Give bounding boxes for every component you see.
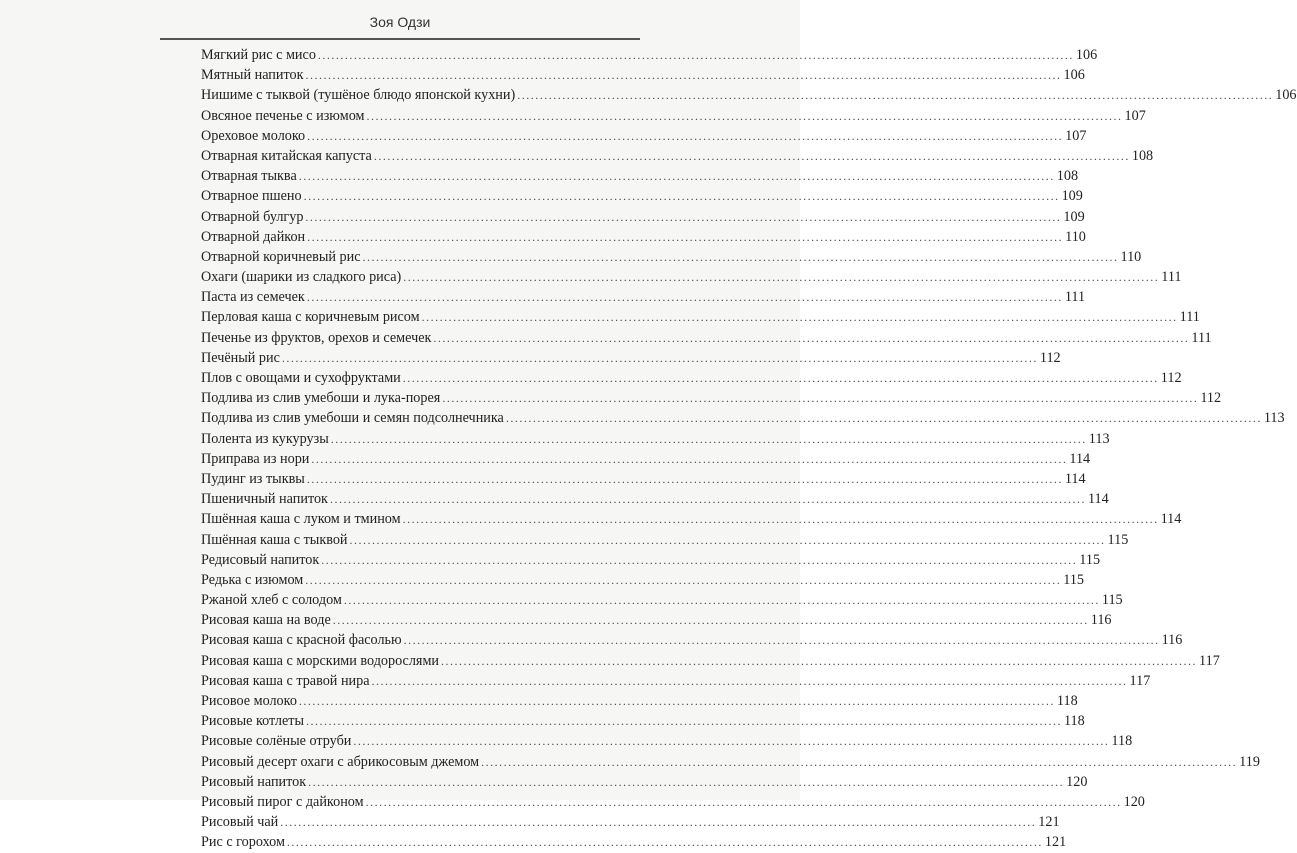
toc-entry-title: Рисовая каша на воде <box>201 612 331 629</box>
toc-entry <box>201 166 1079 186</box>
toc-entry-title: Рисовая каша с красной фасолью <box>201 632 402 649</box>
toc-entry <box>201 65 1085 85</box>
dot-leader <box>333 610 1089 630</box>
toc-entry <box>201 590 1123 610</box>
dot-leader <box>321 550 1077 570</box>
toc-entry-page: 112 <box>1160 370 1182 386</box>
dot-leader <box>363 247 1119 267</box>
dot-leader <box>517 85 1273 105</box>
dot-leader <box>306 711 1062 731</box>
dot-leader <box>344 590 1100 610</box>
toc-entry <box>201 186 1083 206</box>
toc-entry <box>201 368 1182 388</box>
toc-entry <box>201 307 1200 327</box>
toc-entry-title: Ореховое молоко <box>201 127 306 144</box>
toc-entry <box>201 630 1183 650</box>
toc-entry <box>201 671 1151 691</box>
running-header: Зоя Одзи <box>369 14 431 30</box>
toc-entry-page: 119 <box>1239 753 1260 770</box>
toc-entry <box>201 469 1086 489</box>
toc-entry-title: Мятный напиток <box>201 67 304 84</box>
toc-entry-title: Рисовый десерт охаги с абрикосовым джемом <box>201 753 480 770</box>
toc-entry <box>201 792 1145 812</box>
dot-leader <box>305 570 1061 590</box>
dot-leader <box>506 408 1262 428</box>
toc-entry-title: Рисовые солёные отруби <box>201 733 352 750</box>
dot-leader <box>306 65 1062 85</box>
dot-leader <box>308 772 1064 792</box>
toc-entry-title: Перловая каша с коричневым рисом <box>201 309 420 326</box>
dot-leader <box>287 832 1043 852</box>
dot-leader <box>374 146 1130 166</box>
toc-entry-title: Ржаной хлеб с солодом <box>201 592 342 609</box>
dot-leader <box>299 166 1055 186</box>
toc-entry-title: Печёный рис <box>201 349 280 366</box>
toc-entry-page: 115 <box>1063 571 1085 588</box>
toc-entry-title: Нишиме с тыквой (тушёное блюдо японской кухни) <box>201 87 516 104</box>
toc-entry-page: 114 <box>1160 511 1182 528</box>
toc-entry-page: 108 <box>1131 147 1154 164</box>
toc-entry <box>201 45 1098 65</box>
dot-leader <box>307 287 1063 307</box>
toc-entry <box>201 449 1091 469</box>
toc-entry-page: 106 <box>1063 67 1085 84</box>
toc-entry-page: 116 <box>1161 632 1183 649</box>
toc-entry <box>201 388 1222 408</box>
toc-entry-page: 106 <box>1075 47 1098 63</box>
toc-entry-title: Редисовый напиток <box>201 551 320 568</box>
toc-entry-title: Пшённая каша с луком и тмином <box>201 511 401 528</box>
toc-entry-title: Паста из семечек <box>201 289 305 306</box>
toc-entry <box>201 146 1154 166</box>
dot-leader <box>304 186 1060 206</box>
dot-leader <box>350 530 1106 550</box>
dot-leader <box>331 429 1087 449</box>
dot-leader <box>330 489 1086 509</box>
toc-entry-title: Плов с овощами и сухофруктами <box>201 370 401 386</box>
toc-entry-page: 107 <box>1124 107 1146 124</box>
toc-entry-page: 121 <box>1038 814 1060 831</box>
dot-leader <box>307 227 1063 247</box>
toc-entry-title: Охаги (шарики из сладкого риса) <box>201 269 402 286</box>
toc-entry-title: Печенье из фруктов, орехов и семечек <box>201 329 432 346</box>
toc-entry-title: Отварной булгур <box>201 208 304 225</box>
table-of-contents <box>201 45 1297 853</box>
toc-entry-title: Редька с изюмом <box>201 571 304 588</box>
toc-entry-page: 117 <box>1199 652 1220 669</box>
toc-entry-title: Овсяное печенье с изюмом <box>201 107 365 124</box>
toc-entry-title: Пудинг из тыквы <box>201 470 305 487</box>
toc-entry <box>201 207 1085 227</box>
toc-entry-title: Подлива из слив умебоши и семян подсолнечника <box>201 410 504 427</box>
toc-entry-title: Приправа из нори <box>201 450 310 467</box>
dot-leader <box>311 449 1067 469</box>
toc-entry-page: 108 <box>1056 168 1079 185</box>
toc-entry-title: Рисовое молоко <box>201 693 297 709</box>
toc-entry-page: 118 <box>1056 693 1078 709</box>
dot-leader <box>372 671 1128 691</box>
toc-entry <box>201 328 1212 348</box>
toc-entry <box>201 832 1067 852</box>
toc-entry <box>201 610 1112 630</box>
dot-leader <box>403 509 1159 529</box>
toc-entry-page: 115 <box>1101 592 1123 609</box>
toc-entry <box>201 711 1085 731</box>
toc-entry-page: 118 <box>1111 733 1133 750</box>
dot-leader <box>422 307 1178 327</box>
toc-entry-page: 106 <box>1275 87 1297 104</box>
toc-entry <box>201 550 1101 570</box>
toc-entry-title: Рисовая каша с травой нира <box>201 672 370 689</box>
toc-entry-page: 114 <box>1069 450 1091 467</box>
toc-entry-page: 121 <box>1044 834 1067 851</box>
dot-leader <box>433 328 1189 348</box>
toc-entry <box>201 530 1129 550</box>
toc-entry <box>201 348 1061 368</box>
header-rule <box>160 38 640 40</box>
toc-entry-title: Рисовый чай <box>201 814 279 831</box>
toc-entry-title: Пшённая каша с тыквой <box>201 531 348 548</box>
toc-entry-page: 109 <box>1063 208 1085 225</box>
toc-entry <box>201 509 1182 529</box>
toc-entry <box>201 267 1182 287</box>
toc-entry-page: 111 <box>1161 269 1182 286</box>
toc-entry-title: Отварное пшено <box>201 188 302 205</box>
toc-entry-title: Рис с горохом <box>201 834 285 851</box>
toc-entry <box>201 227 1086 247</box>
toc-entry-page: 112 <box>1200 390 1222 407</box>
toc-entry <box>201 287 1086 307</box>
toc-entry <box>201 429 1110 449</box>
toc-entry <box>201 106 1146 126</box>
dot-leader <box>353 731 1109 751</box>
dot-leader <box>282 348 1038 368</box>
dot-leader <box>403 267 1159 287</box>
toc-entry-title: Рисовый пирог с дайконом <box>201 793 364 810</box>
dot-leader <box>403 368 1159 388</box>
toc-entry-page: 113 <box>1088 430 1110 447</box>
toc-entry-page: 114 <box>1087 491 1109 508</box>
toc-entry-page: 114 <box>1064 470 1086 487</box>
toc-entry <box>201 85 1297 105</box>
toc-entry <box>201 812 1060 832</box>
toc-entry-page: 115 <box>1107 531 1129 548</box>
toc-entry-title: Рисовая каша с морскими водорослями <box>201 652 440 669</box>
toc-entry <box>201 691 1078 711</box>
toc-entry-title: Рисовый напиток <box>201 773 307 790</box>
toc-entry <box>201 752 1260 772</box>
dot-leader <box>305 207 1061 227</box>
toc-entry-page: 116 <box>1090 612 1112 629</box>
dot-leader <box>481 752 1237 772</box>
toc-entry-page: 112 <box>1039 349 1061 366</box>
toc-entry <box>201 570 1085 590</box>
toc-entry-page: 111 <box>1064 289 1086 306</box>
toc-entry-page: 111 <box>1191 329 1212 346</box>
toc-entry-page: 111 <box>1179 309 1200 326</box>
toc-entry-title: Отварная китайская капуста <box>201 147 372 164</box>
toc-entry-page: 120 <box>1066 773 1088 790</box>
toc-entry <box>201 247 1142 267</box>
toc-entry <box>201 731 1133 751</box>
dot-leader <box>404 630 1160 650</box>
dot-leader <box>366 792 1122 812</box>
toc-entry-page: 113 <box>1263 410 1285 427</box>
dot-leader <box>367 106 1123 126</box>
toc-entry-title: Мягкий рис с мисо <box>201 47 316 63</box>
toc-entry-title: Отварной дайкон <box>201 228 306 245</box>
toc-entry-page: 117 <box>1129 672 1151 689</box>
toc-entry-page: 110 <box>1065 228 1086 245</box>
toc-entry <box>201 126 1087 146</box>
dot-leader <box>307 469 1063 489</box>
toc-entry-page: 107 <box>1065 127 1087 144</box>
toc-entry-title: Полента из кукурузы <box>201 430 329 447</box>
dot-leader <box>318 45 1074 65</box>
toc-entry <box>201 408 1285 428</box>
dot-leader <box>280 812 1036 832</box>
toc-entry-title: Отварной коричневый рис <box>201 248 361 265</box>
toc-entry-title: Отварная тыква <box>201 168 297 185</box>
toc-entry <box>201 489 1109 509</box>
dot-leader <box>442 388 1198 408</box>
toc-entry-title: Пшеничный напиток <box>201 491 328 508</box>
toc-entry <box>201 651 1220 671</box>
dot-leader <box>307 126 1063 146</box>
toc-entry-title: Подлива из слив умебоши и лука-порея <box>201 390 441 407</box>
toc-entry-page: 109 <box>1061 188 1083 205</box>
toc-entry-page: 115 <box>1079 551 1101 568</box>
toc-entry-page: 120 <box>1123 793 1145 810</box>
toc-entry <box>201 772 1088 792</box>
toc-entry-page: 110 <box>1120 248 1142 265</box>
toc-entry-title: Рисовые котлеты <box>201 713 304 730</box>
dot-leader <box>299 691 1055 711</box>
dot-leader <box>441 651 1197 671</box>
toc-entry-page: 118 <box>1063 713 1085 730</box>
